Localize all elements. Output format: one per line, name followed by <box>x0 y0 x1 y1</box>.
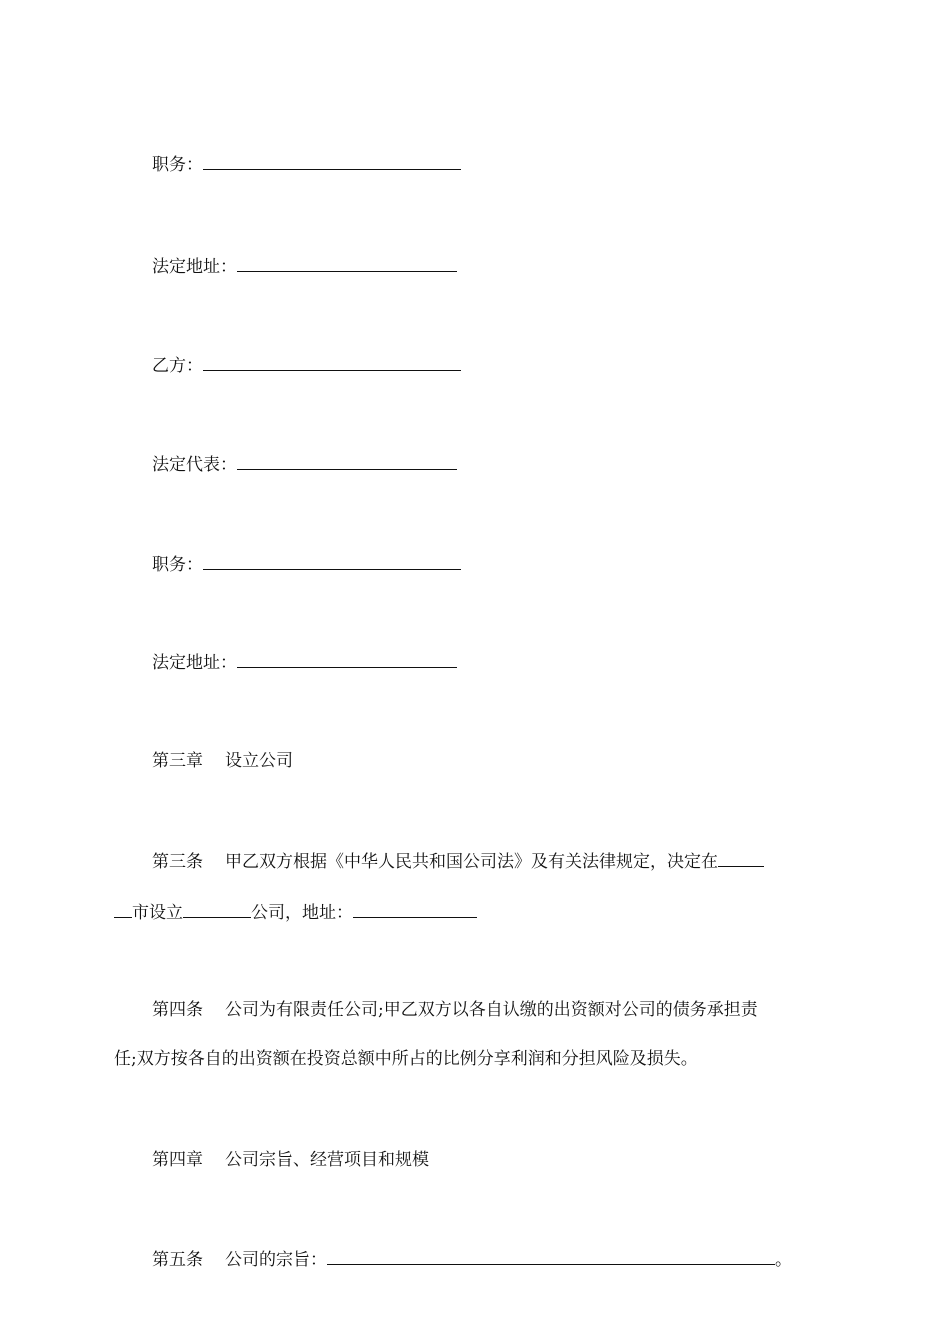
address-blank[interactable] <box>237 651 457 668</box>
party-b-position-line <box>152 553 461 576</box>
party-b-line <box>152 354 461 377</box>
article-4-line-2 <box>114 1048 698 1070</box>
representative-label: 法定代表： <box>152 455 237 475</box>
party-b-blank[interactable] <box>203 354 461 371</box>
period-mark: 。 <box>775 1250 792 1270</box>
article-text: 公司为有限责任公司;甲乙双方以各自认缴的出资额对公司的债务承担责 <box>225 1000 758 1020</box>
party-b-label: 乙方： <box>152 356 203 376</box>
representative-blank[interactable] <box>237 453 457 470</box>
chapter-3-heading <box>152 750 293 772</box>
article-number: 第三条 <box>152 852 203 872</box>
chapter-title: 设立公司 <box>225 751 293 771</box>
article-number: 第五条 <box>152 1250 203 1270</box>
article-3-line-2 <box>114 901 477 924</box>
article-text: 甲乙双方根据《中华人民共和国公司法》及有关法律规定，决定在 <box>225 852 718 872</box>
city-blank-part2[interactable] <box>114 901 132 918</box>
chapter-number: 第三章 <box>152 751 203 771</box>
chapter-4-heading <box>152 1149 429 1171</box>
article-number: 第四条 <box>152 1000 203 1020</box>
party-a-address-line <box>152 255 457 278</box>
company-name-blank[interactable] <box>183 901 251 918</box>
article-text: 任;双方按各自的出资额在投资总额中所占的比例分享利润和分担风险及损失。 <box>114 1049 698 1069</box>
purpose-blank[interactable] <box>327 1248 775 1265</box>
address-label: 法定地址： <box>152 257 237 277</box>
company-address-blank[interactable] <box>353 901 477 918</box>
party-b-representative-line <box>152 453 457 476</box>
position-blank[interactable] <box>203 153 461 170</box>
party-b-address-line <box>152 651 457 674</box>
chapter-number: 第四章 <box>152 1150 203 1170</box>
address-blank[interactable] <box>237 255 457 272</box>
article-text: 市设立 <box>132 903 183 923</box>
position-blank[interactable] <box>203 553 461 570</box>
city-blank-part1[interactable] <box>718 850 764 867</box>
article-3-line-1 <box>152 850 764 873</box>
party-a-position-line <box>152 153 461 176</box>
address-label: 法定地址： <box>152 653 237 673</box>
position-label: 职务： <box>152 155 203 175</box>
position-label: 职务： <box>152 555 203 575</box>
article-text: 公司，地址： <box>251 903 353 923</box>
article-5-line <box>152 1248 792 1271</box>
chapter-title: 公司宗旨、经营项目和规模 <box>225 1150 429 1170</box>
article-text: 公司的宗旨： <box>225 1250 327 1270</box>
article-4-line-1 <box>152 999 758 1021</box>
